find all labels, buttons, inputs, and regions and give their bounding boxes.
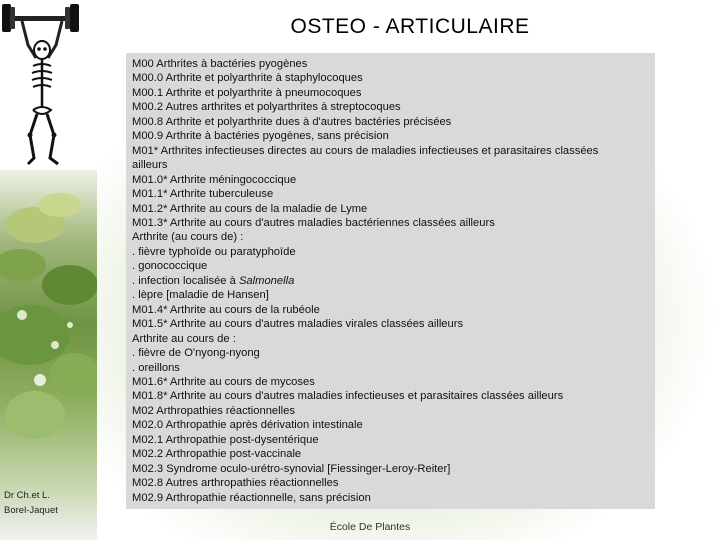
content-line: M00.0 Arthrite et polyarthrite à staphylocoques bbox=[132, 72, 363, 85]
plant-photo bbox=[0, 165, 97, 485]
author-line-2: Borel-Jaquet bbox=[4, 505, 58, 516]
content-line-text: . infection localisée à bbox=[132, 274, 239, 287]
content-line: M01.5* Arthrite au cours d'autres maladies virales classées ailleurs bbox=[132, 318, 464, 331]
skeleton-weightlifter-logo bbox=[0, 0, 97, 170]
content-line: M02.9 Arthropathie réactionnelle, sans précision bbox=[132, 491, 371, 504]
content-line: M00.2 Autres arthrites et polyarthrites à streptocoques bbox=[132, 101, 401, 114]
content-line-italic: Salmonella bbox=[238, 274, 295, 287]
content-line: M02.1 Arthropathie post-dysentérique bbox=[132, 433, 319, 446]
content-line: ailleurs bbox=[132, 159, 168, 172]
left-decorative-strip bbox=[0, 0, 97, 540]
content-line: . lèpre [maladie de Hansen] bbox=[132, 289, 269, 302]
content-line: M01.4* Arthrite au cours de la rubéole bbox=[132, 303, 320, 316]
content-line: M00 Arthrites à bactéries pyogènes bbox=[132, 58, 308, 70]
content-line: M01.1* Arthrite tuberculeuse bbox=[132, 188, 274, 201]
content-line: M02.3 Syndrome oculo-urétro-synovial [Fiessinger-Leroy-Reiter] bbox=[132, 462, 451, 475]
content-line bbox=[132, 274, 655, 288]
content-line: M01.3* Arthrite au cours d'autres maladies bactériennes classées ailleurs bbox=[132, 216, 495, 229]
page-title: OSTEO - ARTICULAIRE bbox=[290, 15, 530, 38]
content-line: . oreillons bbox=[132, 361, 180, 374]
content-line: M01* Arthrites infectieuses directes au cours de maladies infectieuses et parasitaires classées bbox=[132, 144, 599, 157]
content-box bbox=[126, 53, 655, 509]
content-line: M02.0 Arthropathie après dérivation intestinale bbox=[132, 419, 363, 432]
author-credit bbox=[4, 488, 94, 518]
content-line: M01.0* Arthrite méningococcique bbox=[132, 173, 297, 186]
footer-text: École De Plantes bbox=[329, 521, 411, 533]
content-line: M02.2 Arthropathie post-vaccinale bbox=[132, 448, 302, 461]
content-line: M01.8* Arthrite au cours d'autres maladies infectieuses et parasitaires classées ailleurs bbox=[132, 390, 564, 403]
author-line-1: Dr Ch.et L. bbox=[4, 490, 50, 501]
content-line: M00.1 Arthrite et polyarthrite à pneumocoques bbox=[132, 86, 362, 99]
content-line: M02.8 Autres arthropathies réactionnelles bbox=[132, 477, 339, 490]
skeleton-icon bbox=[0, 0, 97, 170]
content-line: . fièvre typhoïde ou paratyphoïde bbox=[132, 245, 296, 258]
content-line: M01.6* Arthrite au cours de mycoses bbox=[132, 375, 315, 388]
content-line: M02 Arthropathies réactionnelles bbox=[132, 404, 295, 417]
content-line: M01.2* Arthrite au cours de la maladie de Lyme bbox=[132, 202, 368, 215]
content-line: . gonococcique bbox=[132, 260, 208, 273]
content-line: . fièvre de O'nyong-nyong bbox=[132, 347, 260, 360]
content-line: Arthrite (au cours de) : bbox=[132, 231, 244, 244]
content-line: M00.8 Arthrite et polyarthrite dues à d'autres bactéries précisées bbox=[132, 115, 452, 128]
content-line: Arthrite au cours de : bbox=[132, 332, 236, 345]
content-line: M00.9 Arthrite à bactéries pyogènes, sans précision bbox=[132, 130, 389, 143]
